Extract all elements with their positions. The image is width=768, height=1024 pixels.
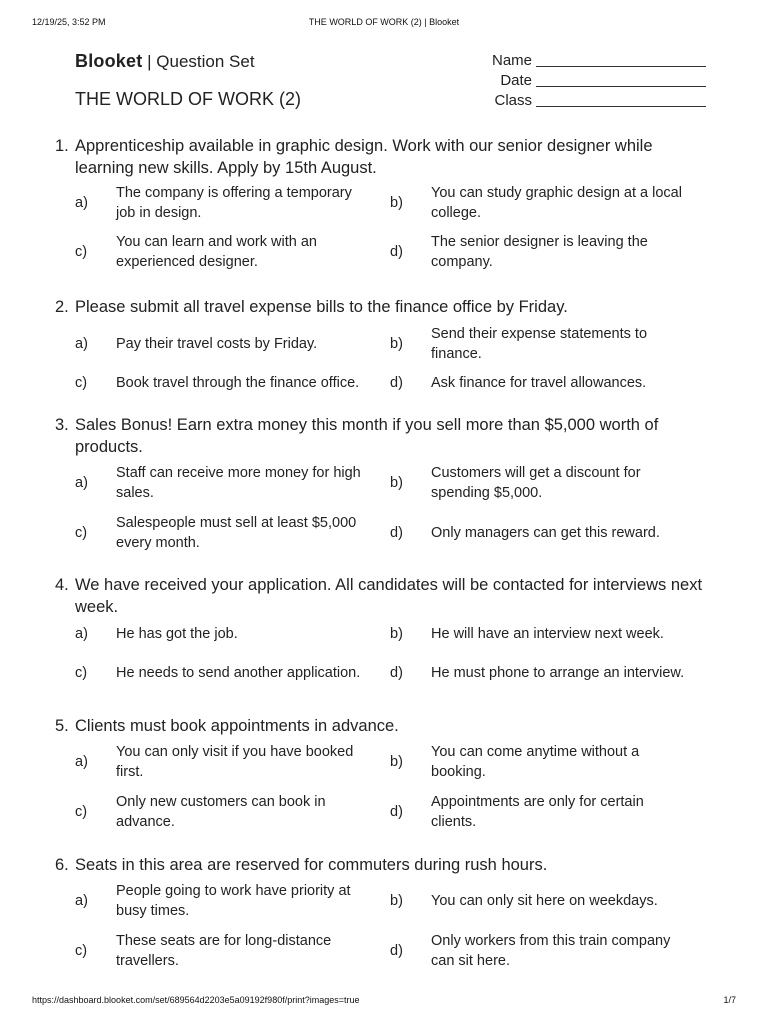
option-letter: c) xyxy=(75,943,88,959)
question-6 xyxy=(55,854,705,969)
question-4 xyxy=(55,574,705,681)
print-url: https://dashboard.blooket.com/set/689564d2203e5a09192f980f/print?images=true xyxy=(32,995,360,1005)
option-b xyxy=(390,624,690,644)
option-text: You can study graphic design at a local college. xyxy=(431,185,682,221)
option-d xyxy=(390,513,690,553)
option-text: He needs to send another application. xyxy=(116,665,361,681)
option-letter: a) xyxy=(75,336,88,352)
option-letter: d) xyxy=(390,804,403,820)
option-letter: c) xyxy=(75,244,88,260)
option-text: You can only visit if you have booked first. xyxy=(116,744,354,780)
class-label: Class xyxy=(494,92,532,109)
question-number: 5. xyxy=(55,717,69,735)
set-title: THE WORLD OF WORK (2) xyxy=(75,89,301,109)
option-letter: d) xyxy=(390,525,403,541)
option-a xyxy=(75,183,375,223)
option-text: Pay their travel costs by Friday. xyxy=(116,336,318,352)
class-line xyxy=(536,106,706,107)
option-letter: a) xyxy=(75,195,88,211)
option-text: Book travel through the finance office. xyxy=(116,375,360,391)
option-text: Only new customers can book in advance. xyxy=(116,794,326,830)
name-line xyxy=(536,66,706,67)
option-text: You can learn and work with an experienced designer. xyxy=(116,234,317,270)
question-number: 3. xyxy=(55,416,69,434)
option-letter: d) xyxy=(390,375,403,391)
question-prompt xyxy=(55,414,705,458)
question-text: Please submit all travel expense bills to the finance office by Friday. xyxy=(75,298,568,316)
option-a xyxy=(75,463,375,503)
question-number: 2. xyxy=(55,298,69,316)
option-letter: b) xyxy=(390,475,403,491)
option-c xyxy=(75,792,375,832)
question-2 xyxy=(55,296,705,391)
question-number: 6. xyxy=(55,856,69,874)
option-letter: b) xyxy=(390,195,403,211)
option-d xyxy=(390,373,690,393)
question-prompt xyxy=(55,854,705,876)
student-info-fields xyxy=(470,52,710,112)
option-text: You can only sit here on weekdays. xyxy=(431,893,658,909)
question-prompt xyxy=(55,135,705,179)
option-letter: a) xyxy=(75,626,88,642)
option-text: The company is offering a temporary job in design. xyxy=(116,185,352,221)
option-a xyxy=(75,624,375,644)
option-c xyxy=(75,513,375,553)
option-b xyxy=(390,742,690,782)
option-c xyxy=(75,232,375,272)
option-letter: a) xyxy=(75,893,88,909)
question-prompt xyxy=(55,574,705,618)
option-letter: a) xyxy=(75,754,88,770)
option-text: Staff can receive more money for high sales. xyxy=(116,465,361,501)
print-page-title: THE WORLD OF WORK (2) | Blooket xyxy=(308,17,460,27)
option-letter: d) xyxy=(390,943,403,959)
option-letter: c) xyxy=(75,804,88,820)
option-letter: c) xyxy=(75,375,88,391)
option-d xyxy=(390,232,690,272)
option-text: He will have an interview next week. xyxy=(431,626,664,642)
option-a xyxy=(75,742,375,782)
date-field xyxy=(470,72,710,92)
name-label: Name xyxy=(491,52,532,69)
option-c xyxy=(75,373,375,393)
option-b xyxy=(390,183,690,223)
option-text: He must phone to arrange an interview. xyxy=(431,665,685,681)
class-field xyxy=(470,92,710,112)
option-letter: d) xyxy=(390,244,403,260)
date-label: Date xyxy=(500,72,532,89)
option-letter: d) xyxy=(390,665,403,681)
name-field xyxy=(470,52,710,72)
option-text: The senior designer is leaving the company. xyxy=(431,234,648,270)
option-letter: b) xyxy=(390,336,403,352)
print-datetime: 12/19/25, 3:52 PM xyxy=(32,17,106,27)
question-number: 4. xyxy=(55,576,69,594)
option-d xyxy=(390,792,690,832)
question-5 xyxy=(55,715,705,830)
option-text: Only workers from this train company can sit here. xyxy=(431,933,671,969)
question-text: Sales Bonus! Earn extra money this month if you sell more than $5,000 worth of products. xyxy=(75,416,659,456)
option-letter: b) xyxy=(390,626,403,642)
option-b xyxy=(390,324,690,364)
option-a xyxy=(75,881,375,921)
option-d xyxy=(390,931,690,971)
question-text: Clients must book appointments in advance. xyxy=(75,717,399,735)
blooket-logo: Blooket xyxy=(75,51,143,71)
print-footer xyxy=(32,995,736,1009)
question-prompt xyxy=(55,715,705,737)
option-text: People going to work have priority at busy times. xyxy=(116,883,351,919)
question-3 xyxy=(55,414,705,551)
option-c xyxy=(75,653,375,693)
question-text: We have received your application. All candidates will be contacted for interviews next week. xyxy=(75,576,703,616)
brand-heading xyxy=(75,51,255,72)
option-text: Appointments are only for certain clients. xyxy=(431,794,644,830)
option-letter: b) xyxy=(390,893,403,909)
date-line xyxy=(536,86,706,87)
option-text: Salespeople must sell at least $5,000 every month. xyxy=(116,515,357,551)
option-letter: c) xyxy=(75,525,88,541)
question-prompt xyxy=(55,296,705,318)
question-1 xyxy=(55,135,705,270)
brand-section-label: | Question Set xyxy=(142,52,255,71)
option-text: Customers will get a discount for spending $5,000. xyxy=(431,465,641,501)
option-b xyxy=(390,881,690,921)
option-text: These seats are for long-distance travellers. xyxy=(116,933,332,969)
option-letter: a) xyxy=(75,475,88,491)
option-text: Send their expense statements to finance. xyxy=(431,326,648,362)
option-text: Ask finance for travel allowances. xyxy=(431,375,647,391)
option-b xyxy=(390,463,690,503)
print-header xyxy=(32,17,736,31)
option-c xyxy=(75,931,375,971)
option-text: Only managers can get this reward. xyxy=(431,525,660,541)
option-letter: c) xyxy=(75,665,88,681)
question-text: Apprenticeship available in graphic design. Work with our senior designer while learning new skills. Apply by 15th August. xyxy=(75,137,653,177)
question-number: 1. xyxy=(55,137,69,155)
option-text: He has got the job. xyxy=(116,626,238,642)
option-a xyxy=(75,324,375,364)
option-letter: b) xyxy=(390,754,403,770)
option-text: You can come anytime without a booking. xyxy=(431,744,640,780)
question-text: Seats in this area are reserved for commuters during rush hours. xyxy=(75,856,548,874)
page-number: 1/7 xyxy=(723,995,736,1005)
option-d xyxy=(390,653,690,693)
